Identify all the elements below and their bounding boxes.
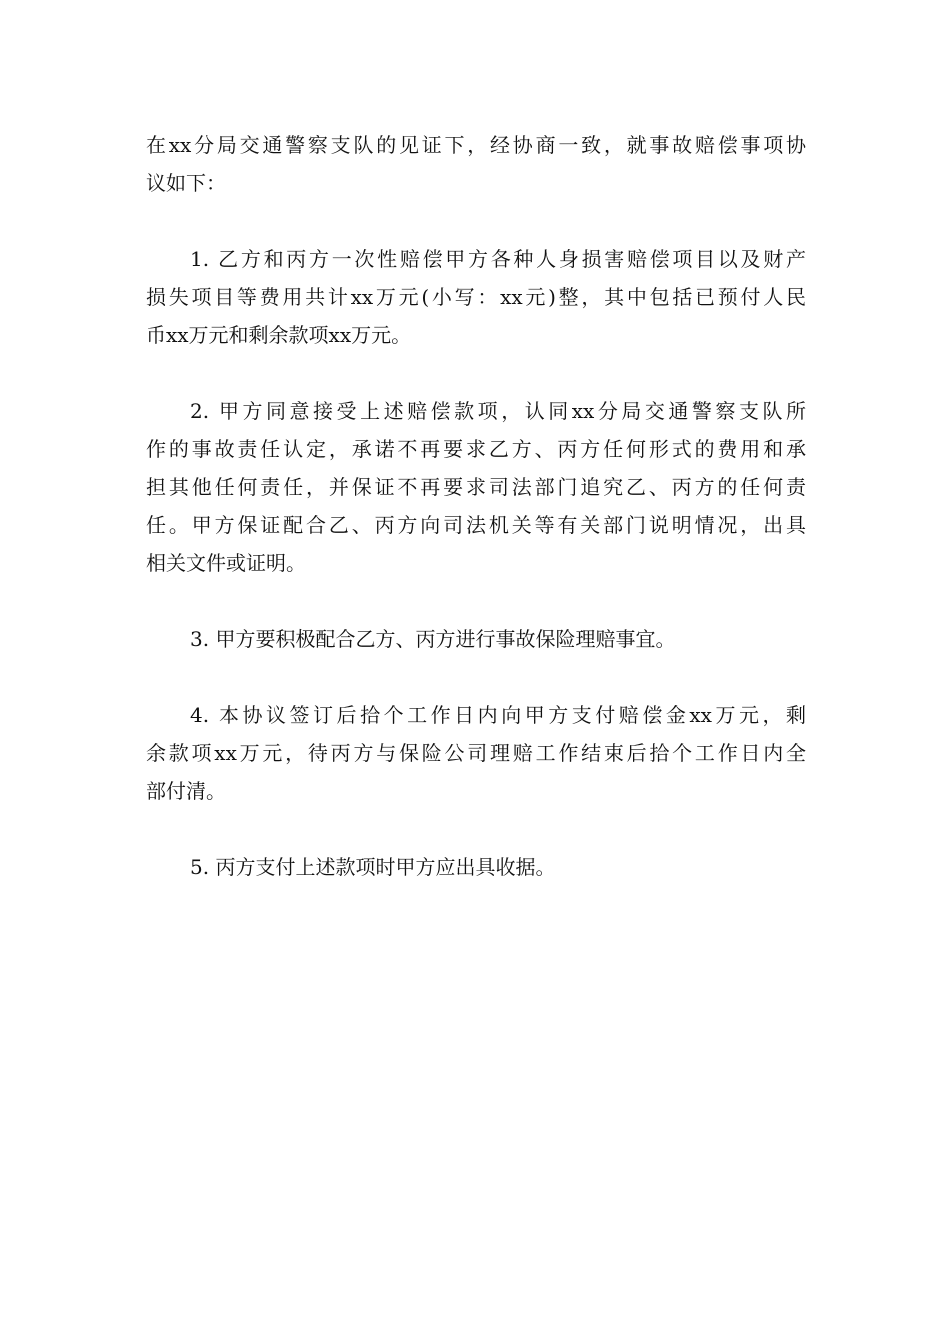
text-line: 在xx分局交通警察支队的见证下，经协商一致，就事故赔偿事项协 — [146, 133, 806, 157]
clause-4 — [146, 696, 806, 810]
clause-5 — [146, 848, 806, 886]
text-line: 2. 甲方同意接受上述赔偿款项，认同xx分局交通警察支队所 — [190, 399, 806, 423]
document-body — [146, 126, 806, 924]
text-line: 损失项目等费用共计xx万元(小写：xx元)整，其中包括已预付人民 — [146, 285, 806, 309]
intro-paragraph — [146, 126, 806, 202]
text-line: 担其他任何责任，并保证不再要求司法部门追究乙、丙方的任何责 — [146, 475, 806, 499]
clause-1 — [146, 240, 806, 354]
text-line: 币xx万元和剩余款项xx万元。 — [146, 323, 412, 347]
clause-2 — [146, 392, 806, 582]
text-line: 作的事故责任认定，承诺不再要求乙方、丙方任何形式的费用和承 — [146, 437, 806, 461]
text-line: 1. 乙方和丙方一次性赔偿甲方各种人身损害赔偿项目以及财产 — [190, 247, 806, 271]
clause-3 — [146, 620, 806, 658]
text-line: 3. 甲方要积极配合乙方、丙方进行事故保险理赔事宜。 — [190, 627, 676, 651]
text-line: 任。甲方保证配合乙、丙方向司法机关等有关部门说明情况，出具 — [146, 513, 806, 537]
text-line: 4. 本协议签订后拾个工作日内向甲方支付赔偿金xx万元，剩 — [190, 703, 806, 727]
text-line: 余款项xx万元，待丙方与保险公司理赔工作结束后拾个工作日内全 — [146, 741, 806, 765]
text-line: 部付清。 — [146, 779, 226, 803]
text-line: 议如下： — [146, 171, 226, 195]
text-line: 相关文件或证明。 — [146, 551, 306, 575]
text-line: 5. 丙方支付上述款项时甲方应出具收据。 — [190, 855, 556, 879]
